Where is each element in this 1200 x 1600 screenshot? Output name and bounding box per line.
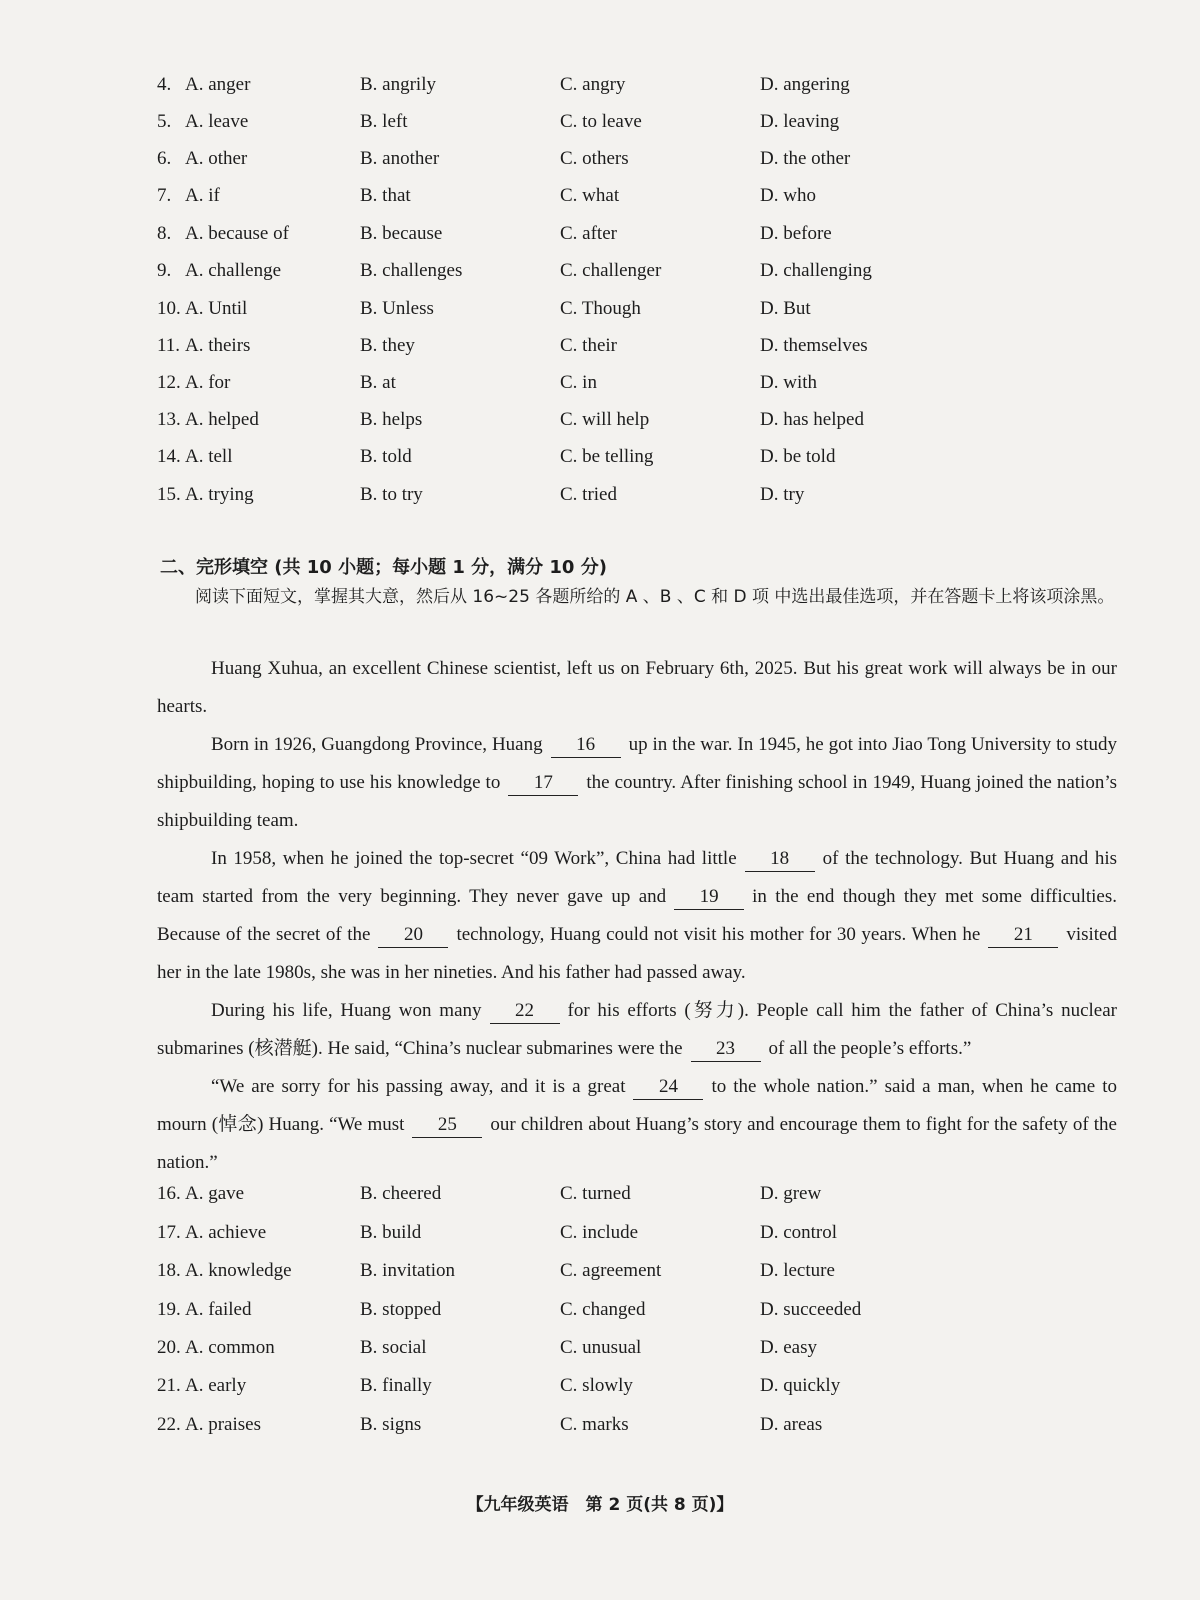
option-row <box>157 409 1157 439</box>
option-d: D. has helped <box>760 409 864 430</box>
option-c: C. challenger <box>560 260 662 281</box>
option-b: B. at <box>360 372 396 393</box>
section-title: 二、完形填空 (共 10 小题；每小题 1 分，满分 10 分) <box>160 557 607 578</box>
option-c: C. what <box>560 185 620 206</box>
option-row <box>157 260 1157 290</box>
passage-text: the country. After finishing school in 1949, Huang joined the nation’s shipbuilding team. <box>157 772 1117 831</box>
option-a: A. helped <box>185 409 259 430</box>
blank-22: 22 <box>490 999 560 1024</box>
option-d: D. control <box>760 1222 838 1243</box>
option-a: A. praises <box>185 1414 261 1435</box>
option-b: B. helps <box>360 409 423 430</box>
passage-text: During his life, Huang won many <box>211 1000 482 1021</box>
option-b: B. social <box>360 1337 427 1358</box>
passage-text: In 1958, when he joined the top-secret “09 Work”, China had little <box>211 848 737 869</box>
question-number: 18. <box>157 1260 181 1281</box>
option-a: A. Until <box>185 298 248 319</box>
passage-text: to the whole nation.” said a man, when he came to mourn (悼念) Huang. “We must <box>157 1076 1117 1135</box>
option-a: A. leave <box>185 111 249 132</box>
option-c: C. turned <box>560 1183 631 1204</box>
option-b: B. signs <box>360 1414 422 1435</box>
blank-25: 25 <box>412 1113 482 1138</box>
option-row <box>157 223 1157 253</box>
option-c: C. Though <box>560 298 641 319</box>
option-c: C. changed <box>560 1299 646 1320</box>
option-d: D. with <box>760 372 817 393</box>
option-row <box>157 446 1157 476</box>
passage-paragraph-2 <box>157 726 1117 840</box>
passage-paragraph-5 <box>157 1068 1117 1182</box>
option-a: A. because of <box>185 223 289 244</box>
option-b: B. angrily <box>360 74 436 95</box>
option-c: C. others <box>560 148 629 169</box>
question-number: 21. <box>157 1375 181 1396</box>
option-row <box>157 1414 1157 1444</box>
question-number: 16. <box>157 1183 181 1204</box>
option-b: B. because <box>360 223 443 244</box>
option-row <box>157 1375 1157 1405</box>
option-c: C. angry <box>560 74 626 95</box>
blank-23: 23 <box>691 1037 761 1062</box>
passage-text: visited her in the late 1980s, she was in her nineties. And his father had passed away. <box>157 924 1117 983</box>
option-c: C. their <box>560 335 617 356</box>
option-b: B. stopped <box>360 1299 442 1320</box>
passage-paragraph-3 <box>157 840 1117 992</box>
question-number: 22. <box>157 1414 181 1435</box>
question-number: 9. <box>157 260 172 281</box>
option-d: D. But <box>760 298 811 319</box>
question-number: 6. <box>157 148 172 169</box>
question-number: 10. <box>157 298 181 319</box>
question-number: 20. <box>157 1337 181 1358</box>
option-a: A. early <box>185 1375 247 1396</box>
option-row <box>157 335 1157 365</box>
option-a: A. for <box>185 372 231 393</box>
option-a: A. if <box>185 185 220 206</box>
question-number: 12. <box>157 372 181 393</box>
option-row <box>157 185 1157 215</box>
question-number: 19. <box>157 1299 181 1320</box>
question-number: 7. <box>157 185 172 206</box>
passage-text: Born in 1926, Guangdong Province, Huang <box>211 734 543 755</box>
option-a: A. gave <box>185 1183 245 1204</box>
passage-text: for his efforts (努力). People call him the father of China’s nuclear submarines (核潜艇). He said, “China’s nuclear submarines were the <box>157 1000 1117 1059</box>
option-d: D. who <box>760 185 816 206</box>
option-b: B. cheered <box>360 1183 442 1204</box>
passage-text: of all the people’s efforts.” <box>768 1038 972 1059</box>
option-a: A. theirs <box>185 335 251 356</box>
option-c: C. tried <box>560 484 617 505</box>
option-row <box>157 111 1157 141</box>
blank-17: 17 <box>508 771 578 796</box>
option-a: A. tell <box>185 446 233 467</box>
option-row <box>157 148 1157 178</box>
option-row <box>157 1299 1157 1329</box>
option-d: D. succeeded <box>760 1299 862 1320</box>
option-row <box>157 1222 1157 1252</box>
option-c: C. will help <box>560 409 650 430</box>
question-number: 15. <box>157 484 181 505</box>
option-row <box>157 1337 1157 1367</box>
question-number: 11. <box>157 335 181 356</box>
option-c: C. be telling <box>560 446 654 467</box>
option-a: A. common <box>185 1337 275 1358</box>
option-d: D. angering <box>760 74 850 95</box>
option-a: A. trying <box>185 484 254 505</box>
option-c: C. marks <box>560 1414 629 1435</box>
blank-16: 16 <box>551 733 621 758</box>
passage-text: technology, Huang could not visit his mother for 30 years. When he <box>456 924 981 945</box>
passage-paragraph-1: Huang Xuhua, an excellent Chinese scientist, left us on February 6th, 2025. But his great work will always be in our hearts. <box>157 658 1117 717</box>
option-row <box>157 298 1157 328</box>
option-c: C. to leave <box>560 111 642 132</box>
option-d: D. leaving <box>760 111 840 132</box>
passage-text: of the technology. But Huang and his team started from the very beginning. They never gave up and <box>157 848 1117 907</box>
blank-21: 21 <box>988 923 1058 948</box>
section-instruction: 阅读下面短文，掌握其大意，然后从 16~25 各题所给的 A 、B 、C 和 D 项 中选出最佳选项，并在答题卡上将该项涂黑。 <box>195 587 1115 607</box>
option-b: B. they <box>360 335 415 356</box>
option-d: D. themselves <box>760 335 868 356</box>
passage-text: up in the war. In 1945, he got into Jiao Tong University to study shipbuilding, hoping to use his knowledge to <box>157 734 1117 793</box>
option-b: B. another <box>360 148 440 169</box>
blank-24: 24 <box>633 1075 703 1100</box>
option-d: D. try <box>760 484 805 505</box>
option-c: C. unusual <box>560 1337 642 1358</box>
option-b: B. left <box>360 111 408 132</box>
blank-18: 18 <box>745 847 815 872</box>
option-b: B. to try <box>360 484 423 505</box>
option-a: A. anger <box>185 74 251 95</box>
option-b: B. Unless <box>360 298 434 319</box>
option-c: C. in <box>560 372 597 393</box>
passage-paragraph-4 <box>157 992 1117 1068</box>
question-number: 14. <box>157 446 181 467</box>
option-a: A. failed <box>185 1299 252 1320</box>
option-b: B. invitation <box>360 1260 455 1281</box>
blank-19: 19 <box>674 885 744 910</box>
page-footer: 【九年级英语 第 2 页(共 8 页)】 <box>466 1495 734 1515</box>
option-b: B. challenges <box>360 260 463 281</box>
option-row <box>157 372 1157 402</box>
option-d: D. easy <box>760 1337 817 1358</box>
option-d: D. quickly <box>760 1375 841 1396</box>
option-d: D. be told <box>760 446 836 467</box>
passage-text: “We are sorry for his passing away, and it is a great <box>211 1076 626 1097</box>
option-c: C. after <box>560 223 617 244</box>
option-b: B. that <box>360 185 411 206</box>
option-a: A. other <box>185 148 248 169</box>
option-d: D. challenging <box>760 260 872 281</box>
option-row <box>157 484 1157 514</box>
option-c: C. slowly <box>560 1375 633 1396</box>
question-number: 17. <box>157 1222 181 1243</box>
question-number: 4. <box>157 74 172 95</box>
option-b: B. finally <box>360 1375 432 1396</box>
option-d: D. the other <box>760 148 851 169</box>
option-a: A. achieve <box>185 1222 267 1243</box>
option-a: A. knowledge <box>185 1260 292 1281</box>
question-number: 13. <box>157 409 181 430</box>
option-c: C. include <box>560 1222 639 1243</box>
option-c: C. agreement <box>560 1260 662 1281</box>
option-d: D. lecture <box>760 1260 835 1281</box>
option-d: D. areas <box>760 1414 823 1435</box>
blank-20: 20 <box>378 923 448 948</box>
question-number: 8. <box>157 223 172 244</box>
option-row <box>157 74 1157 104</box>
option-row <box>157 1260 1157 1290</box>
option-d: D. before <box>760 223 832 244</box>
option-b: B. build <box>360 1222 422 1243</box>
passage-text: our children about Huang’s story and encourage them to fight for the safety of the nation.” <box>157 1114 1117 1173</box>
option-d: D. grew <box>760 1183 822 1204</box>
passage-text: in the end though they met some difficulties. Because of the secret of the <box>157 886 1118 945</box>
option-row <box>157 1183 1157 1213</box>
question-number: 5. <box>157 111 172 132</box>
option-b: B. told <box>360 446 412 467</box>
option-a: A. challenge <box>185 260 282 281</box>
